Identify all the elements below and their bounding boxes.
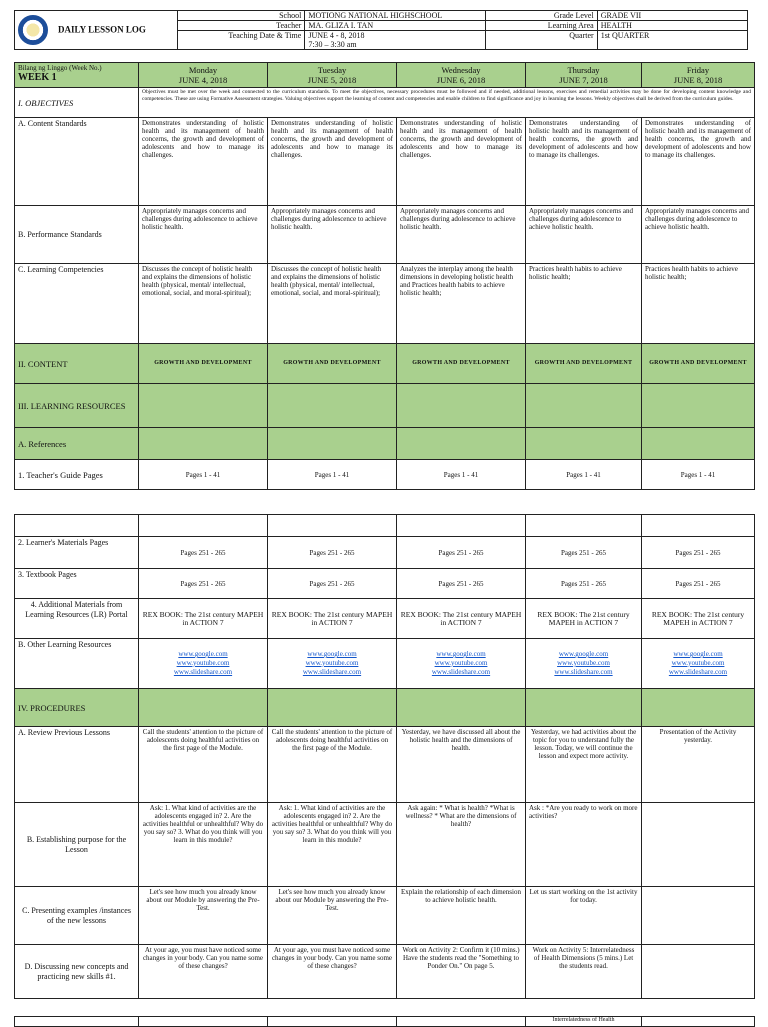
- references-label: A. References: [15, 428, 139, 460]
- empty-cell: [526, 384, 642, 428]
- empty-cell: [139, 1017, 268, 1027]
- competencies-cell: Discusses the concept of holistic health and explains the dimensions of holistic health (physical, mental/ intellectual, emotional, social, and moral-spiritual);: [139, 264, 268, 344]
- review-cell: Call the students' attention to the picture of adolescents doing healthful activities on the first page of the Module.: [139, 727, 268, 803]
- logo-title-cell: [15, 11, 178, 50]
- resources-label: III. LEARNING RESOURCES: [15, 384, 139, 428]
- content-label: II. CONTENT: [15, 344, 139, 384]
- day-name: Friday: [686, 65, 710, 75]
- empty-cell: [642, 1017, 755, 1027]
- purpose-cell: Ask : *Are you ready to work on more activities?: [526, 803, 642, 887]
- empty-cell: [268, 689, 397, 727]
- grade-label: Grade Level: [486, 11, 597, 21]
- youtube-link[interactable]: www.youtube.com: [176, 659, 230, 667]
- content-cell: GROWTH AND DEVELOPMENT: [642, 344, 755, 384]
- other-resources-cell: [526, 639, 642, 689]
- tg-pages-cell: Pages 1 - 41: [642, 460, 755, 490]
- time-range: 7:30 – 3:30 am: [308, 40, 357, 49]
- empty-cell: [526, 428, 642, 460]
- slideshare-link[interactable]: www.slideshare.com: [431, 668, 491, 676]
- day-name: Thursday: [567, 65, 600, 75]
- purpose-cell: Ask: 1. What kind of activities are the adolescents engaged in? 2. Are the activities healthful or unhealthful? Why do you say so? 3. What do you think will you learn in this module?: [139, 803, 268, 887]
- competencies-cell: Practices health habits to achieve holistic health;: [642, 264, 755, 344]
- week-label: WEEK 1: [18, 72, 57, 83]
- textbook-pages-cell: Pages 251 - 265: [642, 569, 755, 599]
- other-resources-cell: [268, 639, 397, 689]
- additional-materials-cell: REX BOOK: The 21st century MAPEH in ACTION 7: [139, 599, 268, 639]
- competencies-cell: Analyzes the interplay among the health dimensions in developing holistic health and Practices health habits to achieve holistic health;: [397, 264, 526, 344]
- week-number-label: Bilang ng Linggo (Week No.): [18, 64, 102, 72]
- lm-pages-cell: Pages 251 - 265: [642, 537, 755, 569]
- additional-materials-cell: REX BOOK: The 21st century MAPEH in ACTION 7: [642, 599, 755, 639]
- lm-pages-cell: Pages 251 - 265: [139, 537, 268, 569]
- discussing-cell: At your age, you must have noticed some changes in your body. Can you name some of these changes?: [139, 945, 268, 999]
- date-range: JUNE 4 - 8, 2018: [308, 31, 365, 40]
- school-label: School: [177, 11, 305, 21]
- empty-cell: [268, 384, 397, 428]
- purpose-cell: Ask again: * What is health? *What is wellness? * What are the dimensions of health?: [397, 803, 526, 887]
- day-name: Tuesday: [317, 65, 347, 75]
- tg-pages-cell: Pages 1 - 41: [526, 460, 642, 490]
- day-header-wednesday: [397, 63, 526, 88]
- empty-cell: [15, 515, 139, 537]
- day-date: JUNE 6, 2018: [436, 75, 486, 85]
- date-label: Teaching Date & Time: [177, 31, 305, 50]
- lm-pages-cell: Pages 251 - 265: [397, 537, 526, 569]
- textbook-pages-cell: Pages 251 - 265: [268, 569, 397, 599]
- performance-standards-cell: Appropriately manages concerns and challenges during adolescence to achieve holistic health.: [526, 206, 642, 264]
- empty-cell: [268, 1017, 397, 1027]
- content-standards-cell: Demonstrates understanding of holistic health and its management of health concerns, the growth and development of adolescents and how to manage its challenges.: [642, 118, 755, 206]
- day-header-thursday: [526, 63, 642, 88]
- review-cell: Call the students' attention to the picture of adolescents doing healthful activities on the first page of the Module.: [268, 727, 397, 803]
- day-name: Monday: [188, 65, 218, 75]
- purpose-label: B. Establishing purpose for the Lesson: [15, 803, 139, 887]
- teacher-label: Teacher: [177, 21, 305, 31]
- discussing-label: D. Discussing new concepts and practicing new skills #1.: [15, 945, 139, 999]
- review-cell: Presentation of the Activity yesterday.: [642, 727, 755, 803]
- discussing-cell: At your age, you must have noticed some changes in your body. Can you name some of these changes?: [268, 945, 397, 999]
- empty-cell: [139, 384, 268, 428]
- discussing-cell: Work on Activity 5: Interrelatedness of Health Dimensions (5 mins.) Let the students read.: [526, 945, 642, 999]
- lm-pages-label: 2. Learner's Materials Pages: [15, 537, 139, 569]
- other-resources-cell: [642, 639, 755, 689]
- performance-standards-label: B. Performance Standards: [15, 206, 139, 264]
- date-value: [305, 31, 486, 50]
- empty-cell: [526, 689, 642, 727]
- textbook-pages-cell: Pages 251 - 265: [139, 569, 268, 599]
- presenting-cell: Let us start working on the 1st activity for today.: [526, 887, 642, 945]
- youtube-link[interactable]: www.youtube.com: [305, 659, 359, 667]
- content-cell: GROWTH AND DEVELOPMENT: [397, 344, 526, 384]
- performance-standards-cell: Appropriately manages concerns and challenges during adolescence to achieve holistic health.: [642, 206, 755, 264]
- slideshare-link[interactable]: www.slideshare.com: [554, 668, 613, 676]
- lesson-table-part-3: [14, 1016, 755, 1027]
- competencies-label: C. Learning Competencies: [15, 264, 139, 344]
- textbook-pages-cell: Pages 251 - 265: [397, 569, 526, 599]
- additional-materials-label: 4. Additional Materials from Learning Resources (LR) Portal: [15, 599, 139, 639]
- content-cell: GROWTH AND DEVELOPMENT: [526, 344, 642, 384]
- empty-cell: [642, 384, 755, 428]
- lm-pages-cell: Pages 251 - 265: [526, 537, 642, 569]
- review-label: A. Review Previous Lessons: [15, 727, 139, 803]
- week-cell: [15, 63, 139, 88]
- purpose-cell: [642, 803, 755, 887]
- discussing-cell: [642, 945, 755, 999]
- empty-cell: [526, 515, 642, 537]
- review-cell: Yesterday, we have discussed all about the holistic health and the dimensions of health.: [397, 727, 526, 803]
- competencies-cell: Discusses the concept of holistic health and explains the dimensions of holistic health (physical, mental/ intellectual, emotional, social, and moral-spiritual);: [268, 264, 397, 344]
- procedures-label: IV. PROCEDURES: [15, 689, 139, 727]
- other-resources-cell: [397, 639, 526, 689]
- tg-pages-cell: Pages 1 - 41: [268, 460, 397, 490]
- presenting-cell: Let's see how much you already know about our Module by answering the Pre-Test.: [139, 887, 268, 945]
- school-value: MOTIONG NATIONAL HIGHSCHOOL: [305, 11, 486, 21]
- additional-materials-cell: REX BOOK: The 21st century MAPEH in ACTION 7: [526, 599, 642, 639]
- youtube-link[interactable]: www.youtube.com: [557, 659, 610, 667]
- google-link[interactable]: www.google.com: [558, 650, 609, 658]
- empty-cell: [397, 428, 526, 460]
- objectives-note: Objectives must be met over the week and connected to the curriculum standards. To meet the objectives, necessary procedures must be followed and if needed, additional lessons, exercises and remedial activities may be done for developing content knowledge and competencies. These are using Formative Assessment strategies. Valuing objectives support the learning of content and competencies and enable children to find significance and joy in learning the lessons. Weekly objectives shall be derived from the curriculum guides.: [139, 88, 755, 118]
- presenting-label: C. Presenting examples /instances of the new lessons: [15, 887, 139, 945]
- empty-cell: [139, 428, 268, 460]
- day-date: JUNE 4, 2018: [178, 75, 228, 85]
- content-cell: GROWTH AND DEVELOPMENT: [139, 344, 268, 384]
- teacher-value: MA. GLIZA I. TAN: [305, 21, 486, 31]
- empty-cell: [397, 515, 526, 537]
- presenting-cell: Explain the relationship of each dimension to achieve holistic health.: [397, 887, 526, 945]
- day-header-monday: [139, 63, 268, 88]
- content-standards-cell: Demonstrates understanding of holistic health and its management of health concerns, the growth and development of adolescents and how to manage its challenges.: [268, 118, 397, 206]
- content-standards-label: A. Content Standards: [15, 118, 139, 206]
- day-date: JUNE 5, 2018: [307, 75, 357, 85]
- grade-value: GRADE VII: [597, 11, 747, 21]
- deped-seal-icon: [18, 15, 48, 45]
- empty-cell: [642, 428, 755, 460]
- additional-materials-cell: REX BOOK: The 21st century MAPEH in ACTION 7: [268, 599, 397, 639]
- lesson-table-part-1: [14, 62, 755, 490]
- empty-cell: [139, 515, 268, 537]
- content-standards-cell: Demonstrates understanding of holistic health and its management of health concerns, the growth and development of adolescents and how to manage its challenges.: [397, 118, 526, 206]
- performance-standards-cell: Appropriately manages concerns and challenges during adolescence to achieve holistic health.: [397, 206, 526, 264]
- presenting-cell: Let's see how much you already know about our Module by answering the Pre-Test.: [268, 887, 397, 945]
- purpose-cell: Ask: 1. What kind of activities are the adolescents engaged in? 2. Are the activities healthful or unhealthful? Why do you say so? 3. What do you think will you learn in this module?: [268, 803, 397, 887]
- empty-cell: [15, 1017, 139, 1027]
- empty-cell: [397, 689, 526, 727]
- empty-cell: [139, 689, 268, 727]
- textbook-pages-cell: Pages 251 - 265: [526, 569, 642, 599]
- day-date: JUNE 7, 2018: [559, 75, 608, 85]
- tg-pages-cell: Pages 1 - 41: [397, 460, 526, 490]
- day-name: Wednesday: [441, 65, 481, 75]
- review-cell: Yesterday, we had activities about the topic for you to understand fully the lesson. Today, we will continue the lesson and expect more activity.: [526, 727, 642, 803]
- content-standards-cell: Demonstrates understanding of holistic health and its management of health concerns, the growth and development of adolescents and how to manage its challenges.: [139, 118, 268, 206]
- quarter-label: Quarter: [486, 31, 597, 50]
- empty-cell: [642, 515, 755, 537]
- area-label: Learning Area: [486, 21, 597, 31]
- empty-cell: [268, 515, 397, 537]
- header-table: [14, 10, 748, 50]
- youtube-link[interactable]: www.youtube.com: [671, 659, 725, 667]
- day-header-tuesday: [268, 63, 397, 88]
- empty-cell: [397, 1017, 526, 1027]
- textbook-pages-label: 3. Textbook Pages: [15, 569, 139, 599]
- google-link[interactable]: www.google.com: [673, 650, 723, 658]
- footer-fragment: Interrelatedness of Health: [526, 1017, 642, 1027]
- competencies-cell: Practices health habits to achieve holistic health;: [526, 264, 642, 344]
- discussing-cell: Work on Activity 2: Confirm it (10 mins.) Have the students read the "Something to Ponder On." On page 5.: [397, 945, 526, 999]
- performance-standards-cell: Appropriately manages concerns and challenges during adolescence to achieve holistic health.: [139, 206, 268, 264]
- slideshare-link[interactable]: www.slideshare.com: [173, 668, 233, 676]
- area-value: HEALTH: [597, 21, 747, 31]
- other-resources-label: B. Other Learning Resources: [15, 639, 139, 689]
- tg-pages-cell: Pages 1 - 41: [139, 460, 268, 490]
- day-header-friday: [642, 63, 755, 88]
- content-cell: GROWTH AND DEVELOPMENT: [268, 344, 397, 384]
- content-standards-cell: Demonstrates understanding of holistic health and its management of health concerns, the growth and development of adolescents and how to manage its challenges.: [526, 118, 642, 206]
- other-resources-cell: [139, 639, 268, 689]
- lm-pages-cell: Pages 251 - 265: [268, 537, 397, 569]
- google-link[interactable]: www.google.com: [307, 650, 357, 658]
- presenting-cell: [642, 887, 755, 945]
- youtube-link[interactable]: www.youtube.com: [434, 659, 488, 667]
- google-link[interactable]: www.google.com: [178, 650, 228, 658]
- empty-cell: [268, 428, 397, 460]
- google-link[interactable]: www.google.com: [436, 650, 486, 658]
- empty-cell: [642, 689, 755, 727]
- performance-standards-cell: Appropriately manages concerns and challenges during adolescence to achieve holistic health.: [268, 206, 397, 264]
- tg-pages-label: 1. Teacher's Guide Pages: [15, 460, 139, 490]
- additional-materials-cell: REX BOOK: The 21st century MAPEH in ACTION 7: [397, 599, 526, 639]
- quarter-value: 1st QUARTER: [597, 31, 747, 50]
- empty-cell: [397, 384, 526, 428]
- slideshare-link[interactable]: www.slideshare.com: [302, 668, 362, 676]
- slideshare-link[interactable]: www.slideshare.com: [668, 668, 728, 676]
- day-date: JUNE 8, 2018: [673, 75, 723, 85]
- lesson-table-part-2: [14, 514, 755, 999]
- objectives-label: I. OBJECTIVES: [15, 88, 139, 118]
- page-title: DAILY LESSON LOG: [58, 24, 146, 35]
